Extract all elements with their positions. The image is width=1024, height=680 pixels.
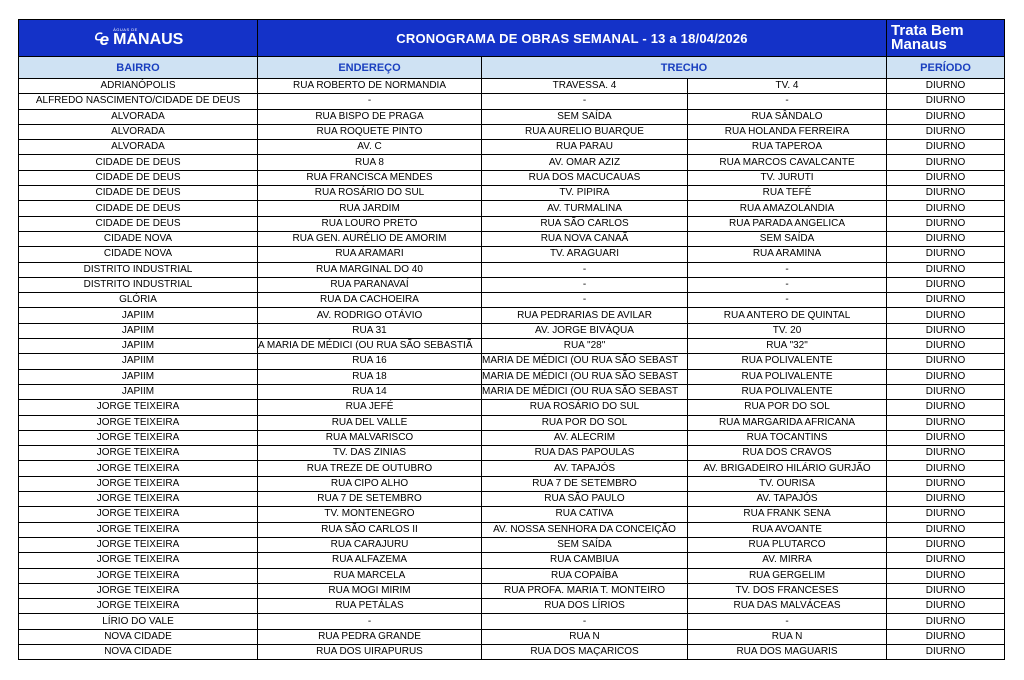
table-row [19, 216, 1005, 231]
trecho-to-cell: RUA TAPEROA [688, 140, 887, 155]
column-header-bairro: BAIRRO [19, 57, 258, 79]
periodo-cell: DIURNO [887, 79, 1005, 94]
bairro-cell: ALVORADA [19, 124, 258, 139]
endereco-cell: RUA BISPO DE PRAGA [258, 109, 482, 124]
trecho-from-cell: TRAVESSA. 4 [482, 79, 688, 94]
periodo-cell: DIURNO [887, 231, 1005, 246]
bairro-cell: JORGE TEIXEIRA [19, 400, 258, 415]
table-row [19, 247, 1005, 262]
endereco-cell: RUA LOURO PRETO [258, 216, 482, 231]
trecho-from-cell: RUA NOVA CANAÃ [482, 231, 688, 246]
table-row [19, 644, 1005, 659]
periodo-cell: DIURNO [887, 247, 1005, 262]
bairro-cell: CIDADE NOVA [19, 231, 258, 246]
bairro-cell: ALVORADA [19, 109, 258, 124]
table-row [19, 79, 1005, 94]
trata-bem-manaus-logo [887, 20, 1005, 57]
trecho-from-cell: RUA SÃO CARLOS [482, 216, 688, 231]
trecho-from-cell: RUA DOS LÍRIOS [482, 599, 688, 614]
bairro-cell: NOVA CIDADE [19, 629, 258, 644]
bairro-cell: JORGE TEIXEIRA [19, 430, 258, 445]
trecho-to-cell: RUA ARAMINA [688, 247, 887, 262]
periodo-cell: DIURNO [887, 170, 1005, 185]
trecho-from-cell: RUA "28" [482, 339, 688, 354]
endereco-cell: TV. MONTENEGRO [258, 507, 482, 522]
bairro-cell: ALFREDO NASCIMENTO/CIDADE DE DEUS [19, 94, 258, 109]
periodo-cell: DIURNO [887, 216, 1005, 231]
trecho-to-cell: RUA POLIVALENTE [688, 354, 887, 369]
bairro-cell: JORGE TEIXEIRA [19, 461, 258, 476]
bairro-cell: CIDADE DE DEUS [19, 186, 258, 201]
bairro-cell: JORGE TEIXEIRA [19, 476, 258, 491]
bairro-cell: JORGE TEIXEIRA [19, 492, 258, 507]
table-row [19, 124, 1005, 139]
trecho-to-cell: - [688, 614, 887, 629]
endereco-cell: RUA TREZE DE OUTUBRO [258, 461, 482, 476]
trecho-from-cell: AV. TAPAJÓS [482, 461, 688, 476]
trecho-to-cell: RUA SÂNDALO [688, 109, 887, 124]
table-row [19, 308, 1005, 323]
periodo-cell: DIURNO [887, 354, 1005, 369]
trecho-from-cell: - [482, 614, 688, 629]
table-row [19, 384, 1005, 399]
trecho-to-cell: TV. JURUTI [688, 170, 887, 185]
trecho-from-cell: TV. PIPIRA [482, 186, 688, 201]
trecho-from-cell: RUA AURELIO BUARQUE [482, 124, 688, 139]
trecho-to-cell: RUA TEFÉ [688, 186, 887, 201]
trecho-from-cell: AV. TURMALINA [482, 201, 688, 216]
table-row [19, 339, 1005, 354]
endereco-cell: RUA 31 [258, 323, 482, 338]
bairro-cell: JORGE TEIXEIRA [19, 568, 258, 583]
bairro-cell: CIDADE DE DEUS [19, 201, 258, 216]
trecho-from-cell: RUA ROSÁRIO DO SUL [482, 400, 688, 415]
bairro-cell: JAPIIM [19, 369, 258, 384]
trecho-to-cell: - [688, 277, 887, 292]
periodo-cell: DIURNO [887, 384, 1005, 399]
bairro-cell: JORGE TEIXEIRA [19, 583, 258, 598]
trecho-to-cell: RUA POR DO SOL [688, 400, 887, 415]
periodo-cell: DIURNO [887, 446, 1005, 461]
trecho-from-cell: RUA POR DO SOL [482, 415, 688, 430]
column-header-row [19, 57, 1005, 79]
trecho-from-cell: AV. ALECRIM [482, 430, 688, 445]
periodo-cell: DIURNO [887, 140, 1005, 155]
endereco-cell: RUA 8 [258, 155, 482, 170]
bairro-cell: LÍRIO DO VALE [19, 614, 258, 629]
table-row [19, 293, 1005, 308]
page-title: CRONOGRAMA DE OBRAS SEMANAL - 13 a 18/04/2026 [258, 20, 887, 57]
endereco-cell: RUA PEDRA GRANDE [258, 629, 482, 644]
logo-right-line1: Trata Bem [891, 22, 964, 39]
endereco-cell: A MARIA DE MÉDICI (OU RUA SÃO SEBASTIÃ [258, 339, 482, 354]
bairro-cell: JORGE TEIXEIRA [19, 553, 258, 568]
column-header-trecho: TRECHO [482, 57, 887, 79]
column-header-periodo: PERÍODO [887, 57, 1005, 79]
periodo-cell: DIURNO [887, 339, 1005, 354]
trecho-to-cell: RUA DAS MALVÁCEAS [688, 599, 887, 614]
periodo-cell: DIURNO [887, 507, 1005, 522]
table-row [19, 522, 1005, 537]
trecho-to-cell: RUA AVOANTE [688, 522, 887, 537]
periodo-cell: DIURNO [887, 155, 1005, 170]
trecho-from-cell: RUA SÃO PAULO [482, 492, 688, 507]
endereco-cell: RUA MALVARISCO [258, 430, 482, 445]
table-row [19, 629, 1005, 644]
endereco-cell: RUA PARANAVAÍ [258, 277, 482, 292]
trecho-to-cell: RUA PARADA ANGELICA [688, 216, 887, 231]
bairro-cell: JORGE TEIXEIRA [19, 446, 258, 461]
trecho-to-cell: AV. MIRRA [688, 553, 887, 568]
endereco-cell: AV. RODRIGO OTÁVIO [258, 308, 482, 323]
bairro-cell: JAPIIM [19, 339, 258, 354]
bairro-cell: JORGE TEIXEIRA [19, 507, 258, 522]
periodo-cell: DIURNO [887, 644, 1005, 659]
trecho-to-cell: RUA GERGELIM [688, 568, 887, 583]
endereco-cell: RUA 7 DE SETEMBRO [258, 492, 482, 507]
table-row [19, 277, 1005, 292]
bairro-cell: CIDADE NOVA [19, 247, 258, 262]
table-row [19, 201, 1005, 216]
title-bar [19, 20, 1005, 57]
endereco-cell: RUA JARDIM [258, 201, 482, 216]
bairro-cell: NOVA CIDADE [19, 644, 258, 659]
endereco-cell: RUA GEN. AURÉLIO DE AMORIM [258, 231, 482, 246]
endereco-cell: RUA ROSÁRIO DO SUL [258, 186, 482, 201]
endereco-cell: RUA DOS UIRAPURUS [258, 644, 482, 659]
bairro-cell: DISTRITO INDUSTRIAL [19, 277, 258, 292]
endereco-cell: RUA PETÁLAS [258, 599, 482, 614]
trecho-from-cell: RUA 7 DE SETEMBRO [482, 476, 688, 491]
table-row [19, 537, 1005, 552]
trecho-from-cell: - [482, 293, 688, 308]
periodo-cell: DIURNO [887, 537, 1005, 552]
table-row [19, 492, 1005, 507]
periodo-cell: DIURNO [887, 599, 1005, 614]
bairro-cell: ALVORADA [19, 140, 258, 155]
table-row [19, 415, 1005, 430]
periodo-cell: DIURNO [887, 94, 1005, 109]
table-row [19, 553, 1005, 568]
endereco-cell: RUA SÃO CARLOS II [258, 522, 482, 537]
periodo-cell: DIURNO [887, 369, 1005, 384]
periodo-cell: DIURNO [887, 308, 1005, 323]
periodo-cell: DIURNO [887, 492, 1005, 507]
trecho-to-cell: RUA TOCANTINS [688, 430, 887, 445]
periodo-cell: DIURNO [887, 568, 1005, 583]
endereco-cell: RUA CARAJURU [258, 537, 482, 552]
trecho-to-cell: RUA FRANK SENA [688, 507, 887, 522]
schedule-table [18, 19, 1005, 660]
trecho-from-cell: RUA CAMBIUA [482, 553, 688, 568]
trecho-to-cell: - [688, 293, 887, 308]
table-row [19, 476, 1005, 491]
trecho-to-cell: RUA POLIVALENTE [688, 384, 887, 399]
trecho-to-cell: TV. OURISA [688, 476, 887, 491]
aguas-logo-icon: ꟲe [92, 29, 110, 49]
endereco-cell: RUA JEFÉ [258, 400, 482, 415]
periodo-cell: DIURNO [887, 522, 1005, 537]
endereco-cell: RUA 14 [258, 384, 482, 399]
logo-name-text: MANAUS [113, 31, 184, 48]
endereco-cell: RUA ROQUETE PINTO [258, 124, 482, 139]
trecho-from-cell: MARIA DE MÉDICI (OU RUA SÃO SEBAST [482, 354, 688, 369]
table-row [19, 231, 1005, 246]
periodo-cell: DIURNO [887, 614, 1005, 629]
table-row [19, 614, 1005, 629]
bairro-cell: CIDADE DE DEUS [19, 155, 258, 170]
bairro-cell: JORGE TEIXEIRA [19, 522, 258, 537]
trecho-from-cell: RUA PROFA. MARIA T. MONTEIRO [482, 583, 688, 598]
periodo-cell: DIURNO [887, 415, 1005, 430]
table-row [19, 461, 1005, 476]
trecho-to-cell: RUA HOLANDA FERREIRA [688, 124, 887, 139]
table-row [19, 583, 1005, 598]
periodo-cell: DIURNO [887, 553, 1005, 568]
bairro-cell: JORGE TEIXEIRA [19, 415, 258, 430]
trecho-from-cell: RUA COPAÍBA [482, 568, 688, 583]
endereco-cell: RUA 16 [258, 354, 482, 369]
table-row [19, 568, 1005, 583]
trecho-from-cell: RUA DOS MACUCAUAS [482, 170, 688, 185]
trecho-to-cell: TV. 4 [688, 79, 887, 94]
bairro-cell: JAPIIM [19, 323, 258, 338]
trecho-from-cell: - [482, 277, 688, 292]
bairro-cell: JAPIIM [19, 384, 258, 399]
table-row [19, 94, 1005, 109]
table-row [19, 430, 1005, 445]
trecho-to-cell: RUA AMAZOLANDIA [688, 201, 887, 216]
trecho-from-cell: RUA PARAU [482, 140, 688, 155]
table-row [19, 354, 1005, 369]
table-row [19, 446, 1005, 461]
trecho-to-cell: RUA "32" [688, 339, 887, 354]
table-row [19, 507, 1005, 522]
trecho-from-cell: - [482, 94, 688, 109]
trecho-from-cell: - [482, 262, 688, 277]
table-row [19, 262, 1005, 277]
trecho-from-cell: RUA PEDRARIAS DE AVILAR [482, 308, 688, 323]
periodo-cell: DIURNO [887, 400, 1005, 415]
periodo-cell: DIURNO [887, 201, 1005, 216]
periodo-cell: DIURNO [887, 583, 1005, 598]
periodo-cell: DIURNO [887, 629, 1005, 644]
periodo-cell: DIURNO [887, 430, 1005, 445]
endereco-cell: AV. C [258, 140, 482, 155]
logo-right-line2: Manaus [891, 36, 947, 53]
trecho-from-cell: RUA DOS MAÇARICOS [482, 644, 688, 659]
schedule-sheet [18, 19, 1004, 660]
trecho-from-cell: AV. JORGE BIVÁQUA [482, 323, 688, 338]
periodo-cell: DIURNO [887, 186, 1005, 201]
table-row [19, 140, 1005, 155]
table-row [19, 400, 1005, 415]
bairro-cell: JORGE TEIXEIRA [19, 537, 258, 552]
endereco-cell: RUA DA CACHOEIRA [258, 293, 482, 308]
trecho-from-cell: AV. NOSSA SENHORA DA CONCEIÇÃO [482, 522, 688, 537]
periodo-cell: DIURNO [887, 461, 1005, 476]
trecho-from-cell: RUA CATIVA [482, 507, 688, 522]
periodo-cell: DIURNO [887, 109, 1005, 124]
periodo-cell: DIURNO [887, 293, 1005, 308]
trecho-from-cell: RUA DAS PAPOULAS [482, 446, 688, 461]
trecho-to-cell: RUA DOS CRAVOS [688, 446, 887, 461]
table-row [19, 599, 1005, 614]
trecho-to-cell: RUA MARCOS CAVALCANTE [688, 155, 887, 170]
bairro-cell: JAPIIM [19, 308, 258, 323]
trecho-to-cell: RUA MARGARIDA AFRICANA [688, 415, 887, 430]
trecho-from-cell: MARIA DE MÉDICI (OU RUA SÃO SEBAST [482, 369, 688, 384]
trecho-to-cell: - [688, 94, 887, 109]
trecho-to-cell: RUA PLUTARCO [688, 537, 887, 552]
endereco-cell: RUA ALFAZEMA [258, 553, 482, 568]
endereco-cell: RUA 18 [258, 369, 482, 384]
bairro-cell: JAPIIM [19, 354, 258, 369]
trecho-from-cell: RUA N [482, 629, 688, 644]
periodo-cell: DIURNO [887, 277, 1005, 292]
endereco-cell: - [258, 614, 482, 629]
trecho-to-cell: RUA DOS MAGUARIS [688, 644, 887, 659]
trecho-to-cell: RUA N [688, 629, 887, 644]
table-row [19, 323, 1005, 338]
trecho-to-cell: TV. 20 [688, 323, 887, 338]
endereco-cell: RUA FRANCISCA MENDES [258, 170, 482, 185]
column-header-endereco: ENDEREÇO [258, 57, 482, 79]
trecho-to-cell: RUA ANTERO DE QUINTAL [688, 308, 887, 323]
table-row [19, 170, 1005, 185]
table-row [19, 109, 1005, 124]
endereco-cell: - [258, 94, 482, 109]
bairro-cell: ADRIANÓPOLIS [19, 79, 258, 94]
endereco-cell: RUA MARGINAL DO 40 [258, 262, 482, 277]
periodo-cell: DIURNO [887, 262, 1005, 277]
trecho-from-cell: TV. ARAGUARI [482, 247, 688, 262]
periodo-cell: DIURNO [887, 124, 1005, 139]
trecho-to-cell: AV. BRIGADEIRO HILÁRIO GURJÃO [688, 461, 887, 476]
logo-small-text: ÁGUAS DE [113, 27, 138, 32]
periodo-cell: DIURNO [887, 323, 1005, 338]
table-row [19, 186, 1005, 201]
endereco-cell: RUA MARCELA [258, 568, 482, 583]
bairro-cell: DISTRITO INDUSTRIAL [19, 262, 258, 277]
trecho-from-cell: AV. OMAR AZIZ [482, 155, 688, 170]
bairro-cell: JORGE TEIXEIRA [19, 599, 258, 614]
endereco-cell: RUA MOGI MIRIM [258, 583, 482, 598]
trecho-from-cell: SEM SAÍDA [482, 109, 688, 124]
endereco-cell: RUA DEL VALLE [258, 415, 482, 430]
trecho-to-cell: TV. DOS FRANCESES [688, 583, 887, 598]
table-row [19, 369, 1005, 384]
endereco-cell: RUA ROBERTO DE NORMANDIA [258, 79, 482, 94]
endereco-cell: RUA ARAMARI [258, 247, 482, 262]
trecho-from-cell: SEM SAÍDA [482, 537, 688, 552]
trecho-to-cell: SEM SAÍDA [688, 231, 887, 246]
trecho-to-cell: AV. TAPAJÓS [688, 492, 887, 507]
trecho-to-cell: RUA POLIVALENTE [688, 369, 887, 384]
bairro-cell: CIDADE DE DEUS [19, 216, 258, 231]
table-row [19, 155, 1005, 170]
periodo-cell: DIURNO [887, 476, 1005, 491]
trecho-to-cell: - [688, 262, 887, 277]
bairro-cell: GLÓRIA [19, 293, 258, 308]
endereco-cell: TV. DAS ZINIAS [258, 446, 482, 461]
trecho-from-cell: MARIA DE MÉDICI (OU RUA SÃO SEBAST [482, 384, 688, 399]
bairro-cell: CIDADE DE DEUS [19, 170, 258, 185]
schedule-rows [19, 79, 1005, 660]
aguas-de-manaus-logo [19, 20, 258, 57]
endereco-cell: RUA CIPO ALHO [258, 476, 482, 491]
